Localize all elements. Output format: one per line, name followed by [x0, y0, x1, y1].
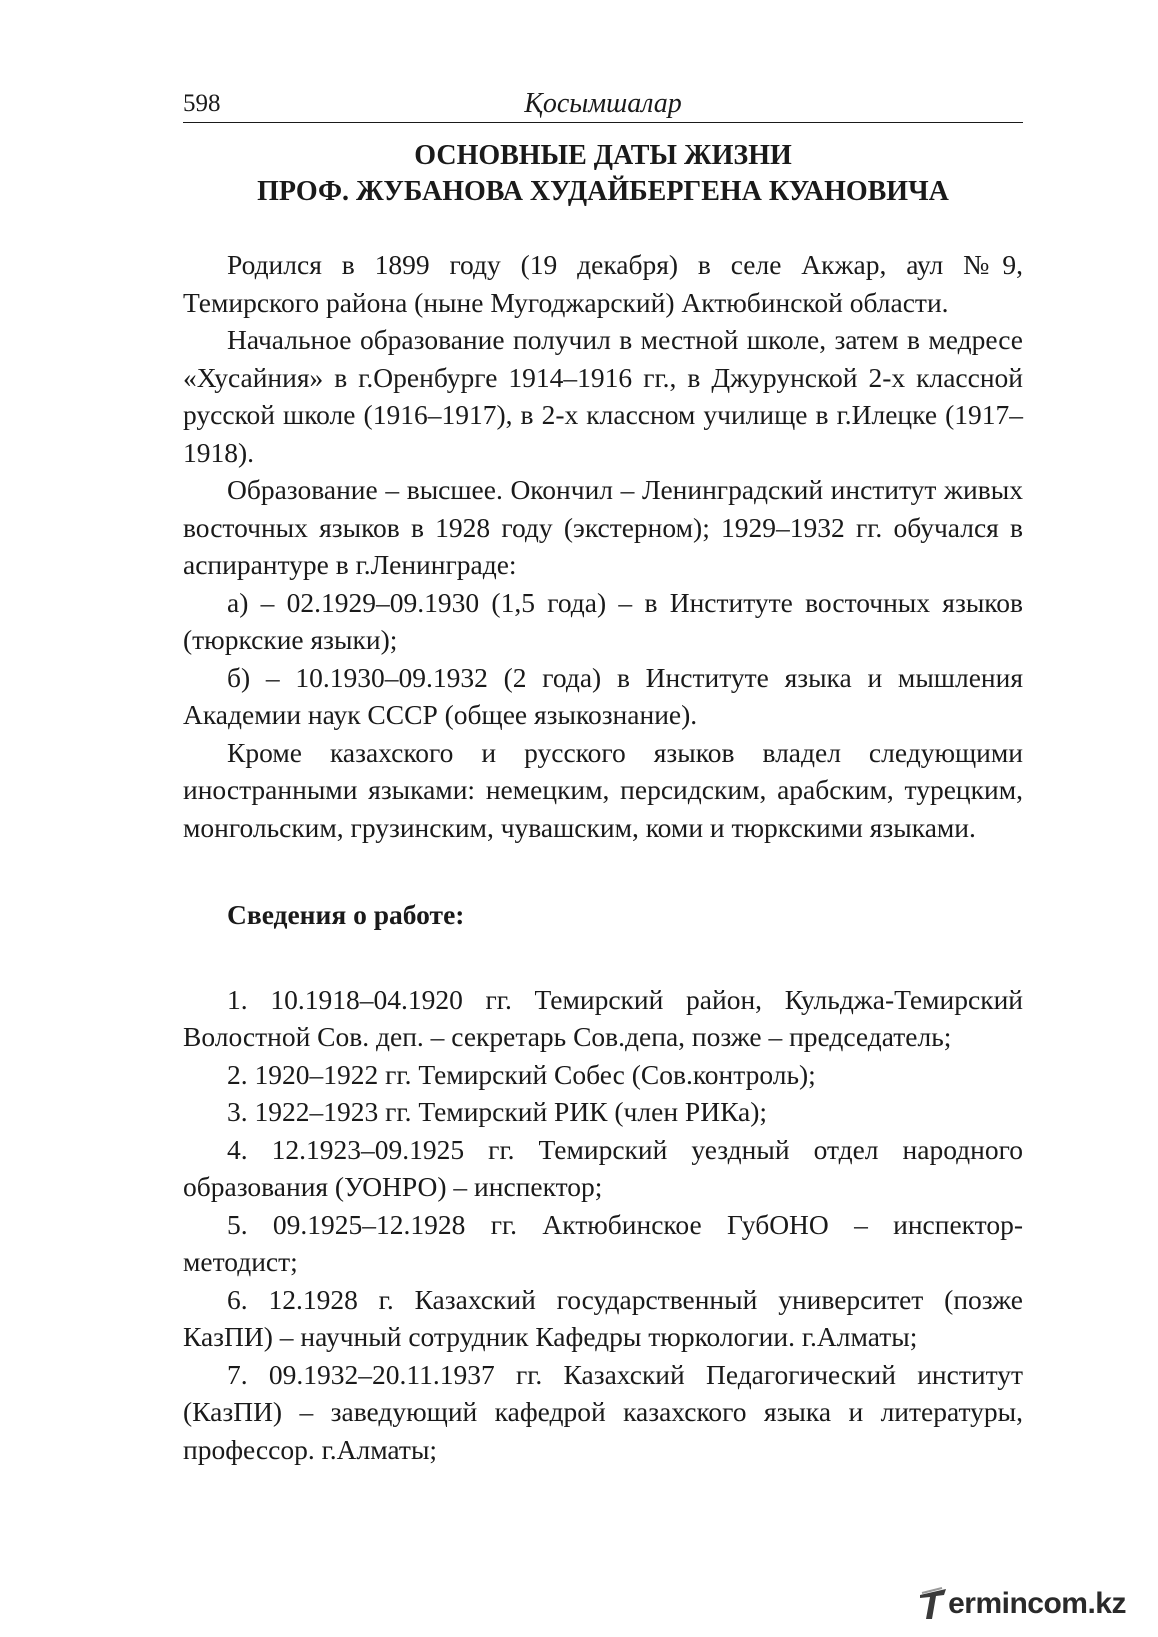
- body-text: [183, 246, 1023, 1468]
- document-title: [183, 138, 1023, 210]
- work-item: 2. 1920–1922 гг. Темирский Собес (Сов.контроль);: [227, 1058, 816, 1090]
- running-header: [183, 86, 1023, 123]
- work-item: 3. 1922–1923 гг. Темирский РИК (член РИКа);: [227, 1096, 768, 1127]
- section-title: Қосымшалар: [524, 88, 682, 119]
- paragraph: а) – 02.1929–09.1930 (1,5 года) – в Институте восточных языков (тюркские языки);: [183, 586, 1023, 655]
- title-line-2: ПРОФ. ЖУБАНОВА ХУДАЙБЕРГЕНА КУАНОВИЧА: [257, 176, 949, 207]
- title-line-1: ОСНОВНЫЕ ДАТЫ ЖИЗНИ: [414, 140, 792, 171]
- work-item: 6. 12.1928 г. Казахский государственный университет (позже КазПИ) – научный сотрудник Кафедры тюркологии. г.Алматы;: [183, 1283, 1023, 1352]
- termincom-logo-icon: [918, 1587, 948, 1621]
- work-item: 7. 09.1932–20.11.1937 гг. Казахский Педагогический институт (КазПИ) – заведующий кафедрой казахского языка и литературы, профессор. г.Алматы;: [183, 1358, 1023, 1465]
- work-item: 4. 12.1923–09.1925 гг. Темирский уездный отдел народного образования (УОНРО) – инспектор;: [183, 1133, 1023, 1202]
- page-number: 598: [183, 90, 221, 117]
- watermark: [918, 1582, 1126, 1626]
- paragraph: Начальное образование получил в местной школе, затем в медресе «Хусайния» в г.Оренбурге 1914–1916 гг., в Джурунской 2-х классной русской школе (1916–1917), в 2-х классном училище в г.Илецке (1917–1918).: [183, 324, 1023, 468]
- paragraph: Кроме казахского и русского языков владел следующими иностранными языками: немецким, персидским, арабским, турецким, монгольским, грузинским, чувашским, коми и тюркскими языками.: [183, 736, 1023, 843]
- paragraph: б) – 10.1930–09.1932 (2 года) в Институте языка и мышления Академии наук СССР (общее языкознание).: [183, 661, 1023, 730]
- watermark-text: ermincom.kz: [948, 1587, 1126, 1620]
- work-item: 5. 09.1925–12.1928 гг. Актюбинское ГубОНО – инспектор-методист;: [183, 1208, 1023, 1277]
- paragraph: Родился в 1899 году (19 декабря) в селе Акжар, аул №9, Темирского района (ныне Мугоджарский) Актюбинской области.: [183, 249, 1023, 318]
- paragraph: Образование – высшее. Окончил – Ленинградский институт живых восточных языков в 1928 году (экстерном); 1929–1932 гг. обучался в аспирантуре в г.Ленинграде:: [183, 474, 1023, 580]
- work-heading: Сведения о работе:: [227, 899, 465, 930]
- work-item: 1. 10.1918–04.1920 гг. Темирский район, Кульджа-Темирский Волостной Сов. деп. – секретарь Сов.депа, позже – председатель;: [183, 983, 1023, 1052]
